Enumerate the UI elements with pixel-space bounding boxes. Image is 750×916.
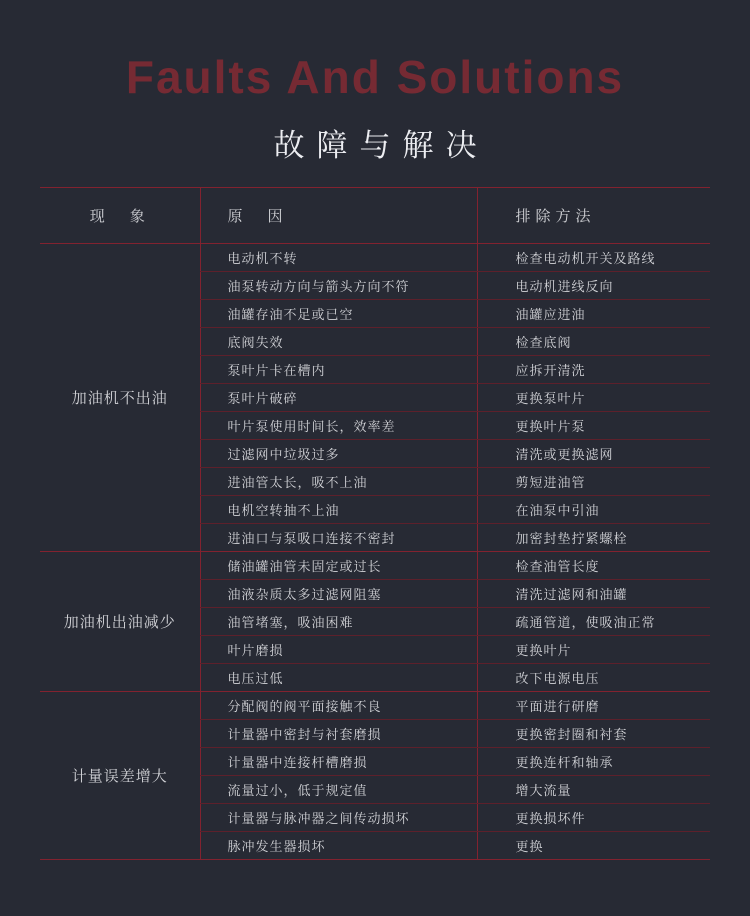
cause-cell: 油管堵塞，吸油困难 [200,608,477,636]
cause-cell: 油泵转动方向与箭头方向不符 [200,272,477,300]
table-row [40,552,710,580]
cause-cell: 电机空转抽不上油 [200,496,477,524]
solution-cell: 检查底阀 [477,328,710,356]
cause-cell: 过滤网中垃圾过多 [200,440,477,468]
page-title-zh: 故障与解决 [273,128,489,163]
cause-cell: 泵叶片卡在槽内 [200,356,477,384]
cause-cell: 储油罐油管未固定或过长 [200,552,477,580]
solution-cell: 应拆开清洗 [477,356,710,384]
solution-cell: 剪短进油管 [477,468,710,496]
solution-cell: 更换密封圈和衬套 [477,720,710,748]
cause-cell: 进油管太长，吸不上油 [200,468,477,496]
solution-cell: 疏通管道，使吸油正常 [477,608,710,636]
cause-cell: 叶片泵使用时间长，效率差 [200,412,477,440]
solution-cell: 检查电动机开关及路线 [477,244,710,272]
page [0,50,750,916]
header-phenomenon: 现 象 [40,188,200,244]
solution-cell: 清洗过滤网和油罐 [477,580,710,608]
faults-table [40,187,710,860]
solution-cell: 平面进行研磨 [477,692,710,720]
cause-cell: 油罐存油不足或已空 [200,300,477,328]
table-header [40,188,710,244]
solution-cell: 更换 [477,832,710,860]
cause-cell: 电动机不转 [200,244,477,272]
solution-cell: 更换泵叶片 [477,384,710,412]
phenomenon-cell: 加油机出油减少 [40,552,200,692]
phenomenon-cell: 计量误差增大 [40,692,200,860]
header-solution: 排除方法 [477,188,710,244]
solution-cell: 加密封垫拧紧螺栓 [477,524,710,552]
solution-cell: 改下电源电压 [477,664,710,692]
table-row [40,692,710,720]
solution-cell: 电动机进线反向 [477,272,710,300]
group-no-oil [40,244,710,552]
table-header-row [40,188,710,244]
cause-cell: 流量过小，低于规定值 [200,776,477,804]
phenomenon-cell: 加油机不出油 [40,244,200,552]
group-less-oil [40,552,710,692]
solution-cell: 更换叶片泵 [477,412,710,440]
table-row [40,244,710,272]
cause-cell: 进油口与泵吸口连接不密封 [200,524,477,552]
solution-cell: 更换连杆和轴承 [477,748,710,776]
cause-cell: 脉冲发生器损坏 [200,832,477,860]
solution-cell: 清洗或更换滤网 [477,440,710,468]
cause-cell: 底阀失效 [200,328,477,356]
cause-cell: 叶片磨损 [200,636,477,664]
cause-cell: 电压过低 [200,664,477,692]
page-title-en: Faults And Solutions [125,51,625,103]
solution-cell: 增大流量 [477,776,710,804]
solution-cell: 更换叶片 [477,636,710,664]
cause-cell: 油液杂质太多过滤网阻塞 [200,580,477,608]
solution-cell: 油罐应进油 [477,300,710,328]
solution-cell: 检查油管长度 [477,552,710,580]
cause-cell: 泵叶片破碎 [200,384,477,412]
cause-cell: 计量器中密封与衬套磨损 [200,720,477,748]
group-metering-error [40,692,710,860]
cause-cell: 计量器中连接杆槽磨损 [200,748,477,776]
solution-cell: 在油泵中引油 [477,496,710,524]
solution-cell: 更换损坏件 [477,804,710,832]
cause-cell: 计量器与脉冲器之间传动损坏 [200,804,477,832]
cause-cell: 分配阀的阀平面接触不良 [200,692,477,720]
header-cause: 原 因 [200,188,477,244]
